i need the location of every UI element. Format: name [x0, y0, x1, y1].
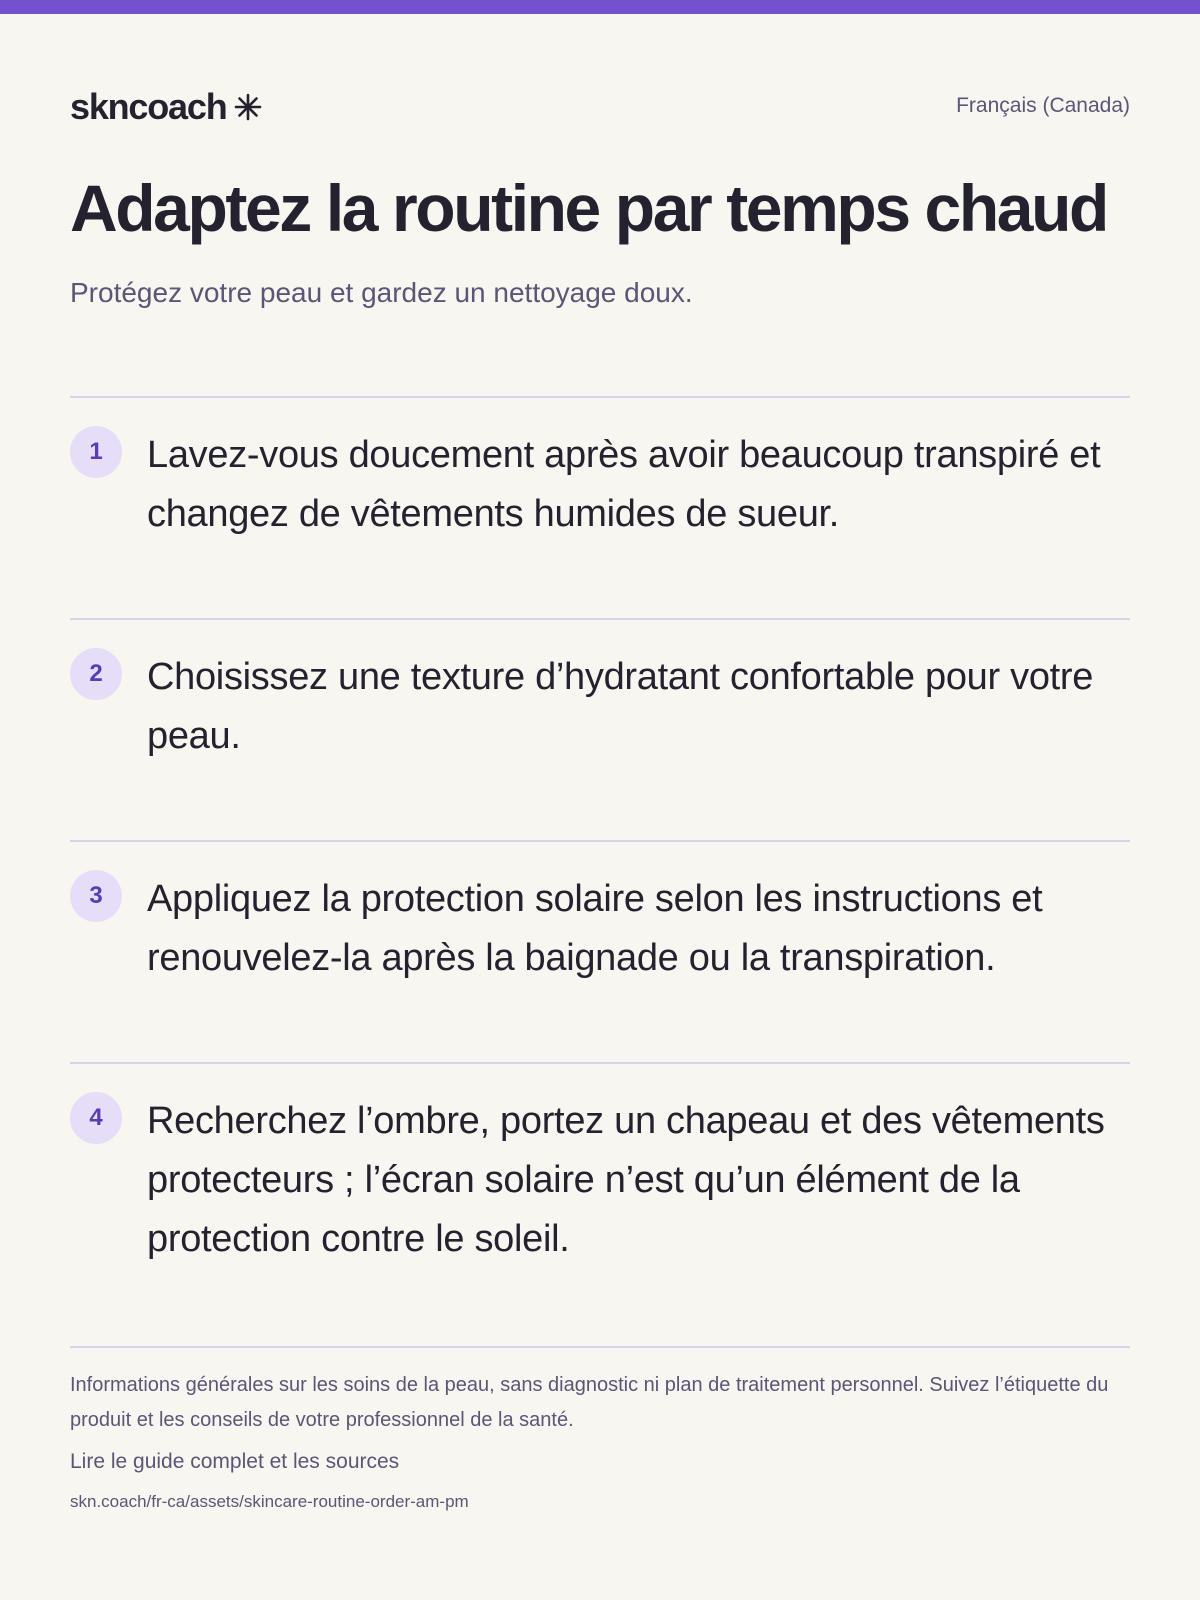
- full-guide-link[interactable]: Lire le guide complet et les sources: [70, 1450, 400, 1473]
- step-item: [70, 1062, 1130, 1346]
- step-item: [70, 396, 1130, 618]
- language-selector[interactable]: Français (Canada): [956, 94, 1130, 117]
- footer: [70, 1346, 1130, 1512]
- page-title: Adaptez la routine par temps chaud: [70, 171, 1107, 245]
- step-text: Recherchez l’ombre, portez un chapeau et des vêtements protecteurs ; l’écran solaire n’est qu’un élément de la protection contre le soleil.: [147, 1100, 1105, 1260]
- step-number-badge: 3: [70, 870, 122, 922]
- step-text: Lavez-vous doucement après avoir beaucoup transpiré et changez de vêtements humides de sueur.: [147, 434, 1101, 535]
- disclaimer-text: Informations générales sur les soins de la peau, sans diagnostic ni plan de traitement personnel. Suivez l’étiquette du produit et les conseils de votre professionnel de la santé.: [70, 1374, 1109, 1431]
- source-url: skn.coach/fr-ca/assets/skincare-routine-order-am-pm: [70, 1492, 469, 1511]
- step-item: [70, 840, 1130, 1062]
- asterisk-icon: [234, 93, 262, 121]
- step-number-badge: 1: [70, 426, 122, 478]
- step-number-badge: 4: [70, 1092, 122, 1144]
- step-number-badge: 2: [70, 648, 122, 700]
- top-accent-bar: [0, 0, 1200, 14]
- steps-list: [70, 396, 1130, 1346]
- step-text: Choisissez une texture d’hydratant confortable pour votre peau.: [147, 656, 1094, 757]
- step-item: [70, 618, 1130, 840]
- step-text: Appliquez la protection solaire selon les instructions et renouvelez-la après la baignade ou la transpiration.: [147, 878, 1043, 979]
- brand-logo[interactable]: [70, 86, 262, 128]
- header: [70, 86, 1130, 130]
- brand-name: skncoach: [70, 86, 227, 127]
- page-subtitle: Protégez votre peau et gardez un nettoyage doux.: [70, 277, 693, 308]
